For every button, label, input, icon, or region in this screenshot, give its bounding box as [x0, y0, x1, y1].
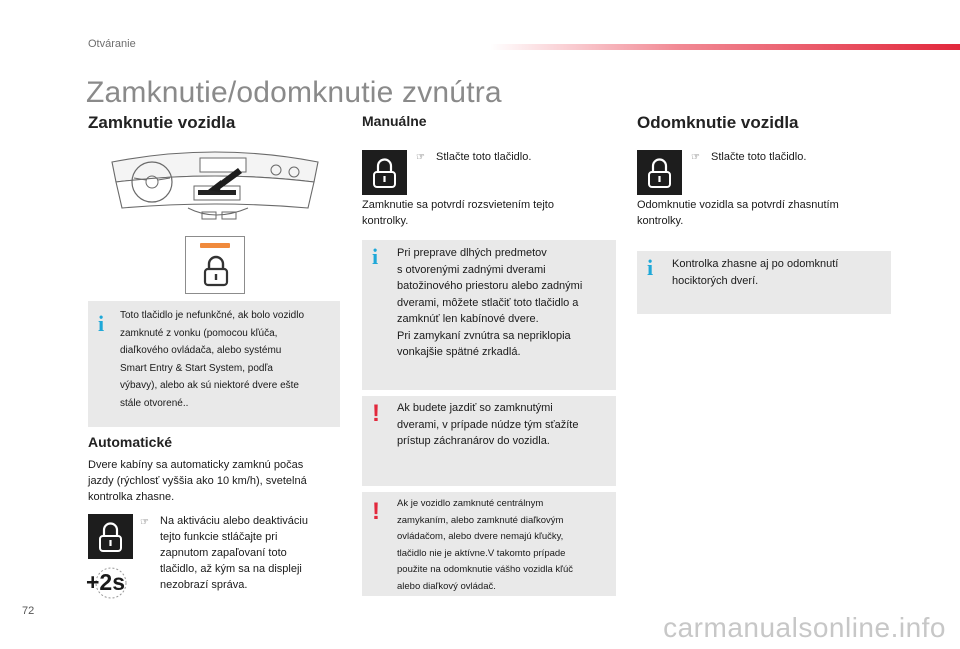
dashboard-illustration	[108, 148, 322, 228]
note-line: Toto tlačidlo je nefunkčné, ak bolo vozidlo	[120, 310, 305, 321]
automatic-step	[160, 513, 340, 593]
page-number: 72	[22, 605, 35, 617]
text-line: použite na odomknutie vášho vozidla kľúč	[397, 564, 573, 575]
indicator-light	[200, 243, 230, 248]
text-line: prístup záchranárov do vozidla.	[397, 435, 550, 447]
lock-button-black	[88, 514, 133, 559]
note-line: výbavy), alebo ak sú niektoré dvere ešte	[120, 380, 299, 391]
info-icon: i	[98, 311, 105, 336]
info-icon: i	[372, 244, 379, 269]
text-line: zamykaním, alebo zamknuté diaľkovým	[397, 514, 564, 526]
manual-heading: Manuálne	[362, 113, 427, 129]
text-line: nezobrazí správa.	[160, 579, 248, 591]
duration-label: +2s	[86, 569, 126, 595]
unlock-heading: Odomknutie vozidla	[637, 113, 799, 132]
text-line: dverami, môžete stlačiť toto tlačidlo a	[397, 296, 579, 309]
text-line: tlačidlo nie je aktívne.V takomto prípade	[397, 547, 566, 559]
text-line: Kontrolka zhasne aj po odomknutí	[672, 258, 839, 270]
text-line: kontrolky.	[637, 215, 684, 227]
text-line: zamknúť len kabínové dvere.	[397, 313, 539, 325]
manual-warning-note	[362, 396, 616, 486]
text-line: Na aktiváciu alebo deaktiváciu	[160, 515, 308, 527]
plus-2s-badge	[86, 566, 130, 600]
unlock-confirm	[637, 197, 887, 229]
text-line: Dvere kabíny sa automaticky zamknú počas	[88, 459, 304, 471]
manual-confirm	[362, 197, 602, 229]
pointing-hand-icon: ☞	[416, 152, 425, 163]
warning-icon: !	[372, 498, 380, 525]
text-line: alebo diaľkový ovládač.	[397, 580, 496, 592]
text-line: Ak budete jazdiť so zamknutými	[397, 402, 553, 414]
padlock-icon	[203, 255, 229, 287]
text-line: hociktorých dverí.	[672, 274, 759, 287]
watermark: carmanualsonline.info	[663, 612, 946, 643]
text-line: Pri zamykaní zvnútra sa nepriklopia	[397, 329, 571, 342]
text-line: Ak je vozidlo zamknuté centrálnym	[397, 498, 544, 509]
text-line: zapnutom zapaľovaní toto	[160, 547, 287, 559]
unlock-info-note	[637, 251, 891, 314]
note-line: zamknuté z vonku (pomocou kľúča,	[120, 327, 278, 339]
text-line: s otvorenými zadnými dverami	[397, 263, 546, 276]
text-line: Odomknutie vozidla sa potvrdí zhasnutím	[637, 199, 839, 211]
info-icon: i	[647, 255, 654, 280]
pointing-hand-icon: ☞	[140, 517, 149, 528]
text-line: jazdy (rýchlosť vyššia ako 10 km/h), svetelná	[88, 475, 307, 487]
text-line: batožinového priestoru alebo zadnými	[397, 280, 583, 292]
note-line: Smart Entry & Start System, podľa	[120, 362, 273, 374]
text-line: kontrolky.	[362, 215, 409, 227]
text-line: tlačidlo, až kým sa na displeji	[160, 563, 302, 575]
text-line: Pri preprave dlhých predmetov	[397, 247, 547, 259]
warning-icon: !	[372, 400, 380, 427]
page-title: Zamknutie/odomknutie zvnútra	[86, 76, 502, 109]
text-line: dverami, v prípade núdze tým sťažíte	[397, 418, 579, 431]
manual-warning-note-2	[362, 492, 616, 596]
padlock-icon	[362, 150, 407, 195]
note-line: stále otvorené..	[120, 397, 189, 409]
text-line: kontrolka zhasne.	[88, 491, 175, 503]
lock-button-illustration	[185, 236, 245, 294]
text-line: ovládačom, alebo dvere nemajú kľučky,	[397, 531, 564, 542]
lock-info-note	[88, 301, 340, 427]
padlock-icon	[88, 514, 133, 559]
lock-button-black	[362, 150, 407, 195]
section-tag: Otváranie	[88, 38, 136, 50]
unlock-button-black	[637, 150, 682, 195]
manual-step: Stlačte toto tlačidlo.	[436, 151, 532, 163]
text-line: Zamknutie sa potvrdí rozsvietením tejto	[362, 199, 554, 211]
note-line: diaľkového ovládača, alebo systému	[120, 345, 282, 356]
pointing-hand-icon: ☞	[691, 152, 700, 163]
automatic-text	[88, 457, 348, 505]
text-line: tejto funkcie stláčajte pri	[160, 531, 278, 543]
manual-info-note	[362, 240, 616, 390]
padlock-icon	[637, 150, 682, 195]
header-accent-rule	[490, 44, 960, 50]
text-line: vonkajšie spätné zrkadlá.	[397, 346, 521, 358]
lock-heading: Zamknutie vozidla	[88, 113, 236, 132]
automatic-heading: Automatické	[88, 434, 173, 450]
unlock-step: Stlačte toto tlačidlo.	[711, 151, 807, 163]
